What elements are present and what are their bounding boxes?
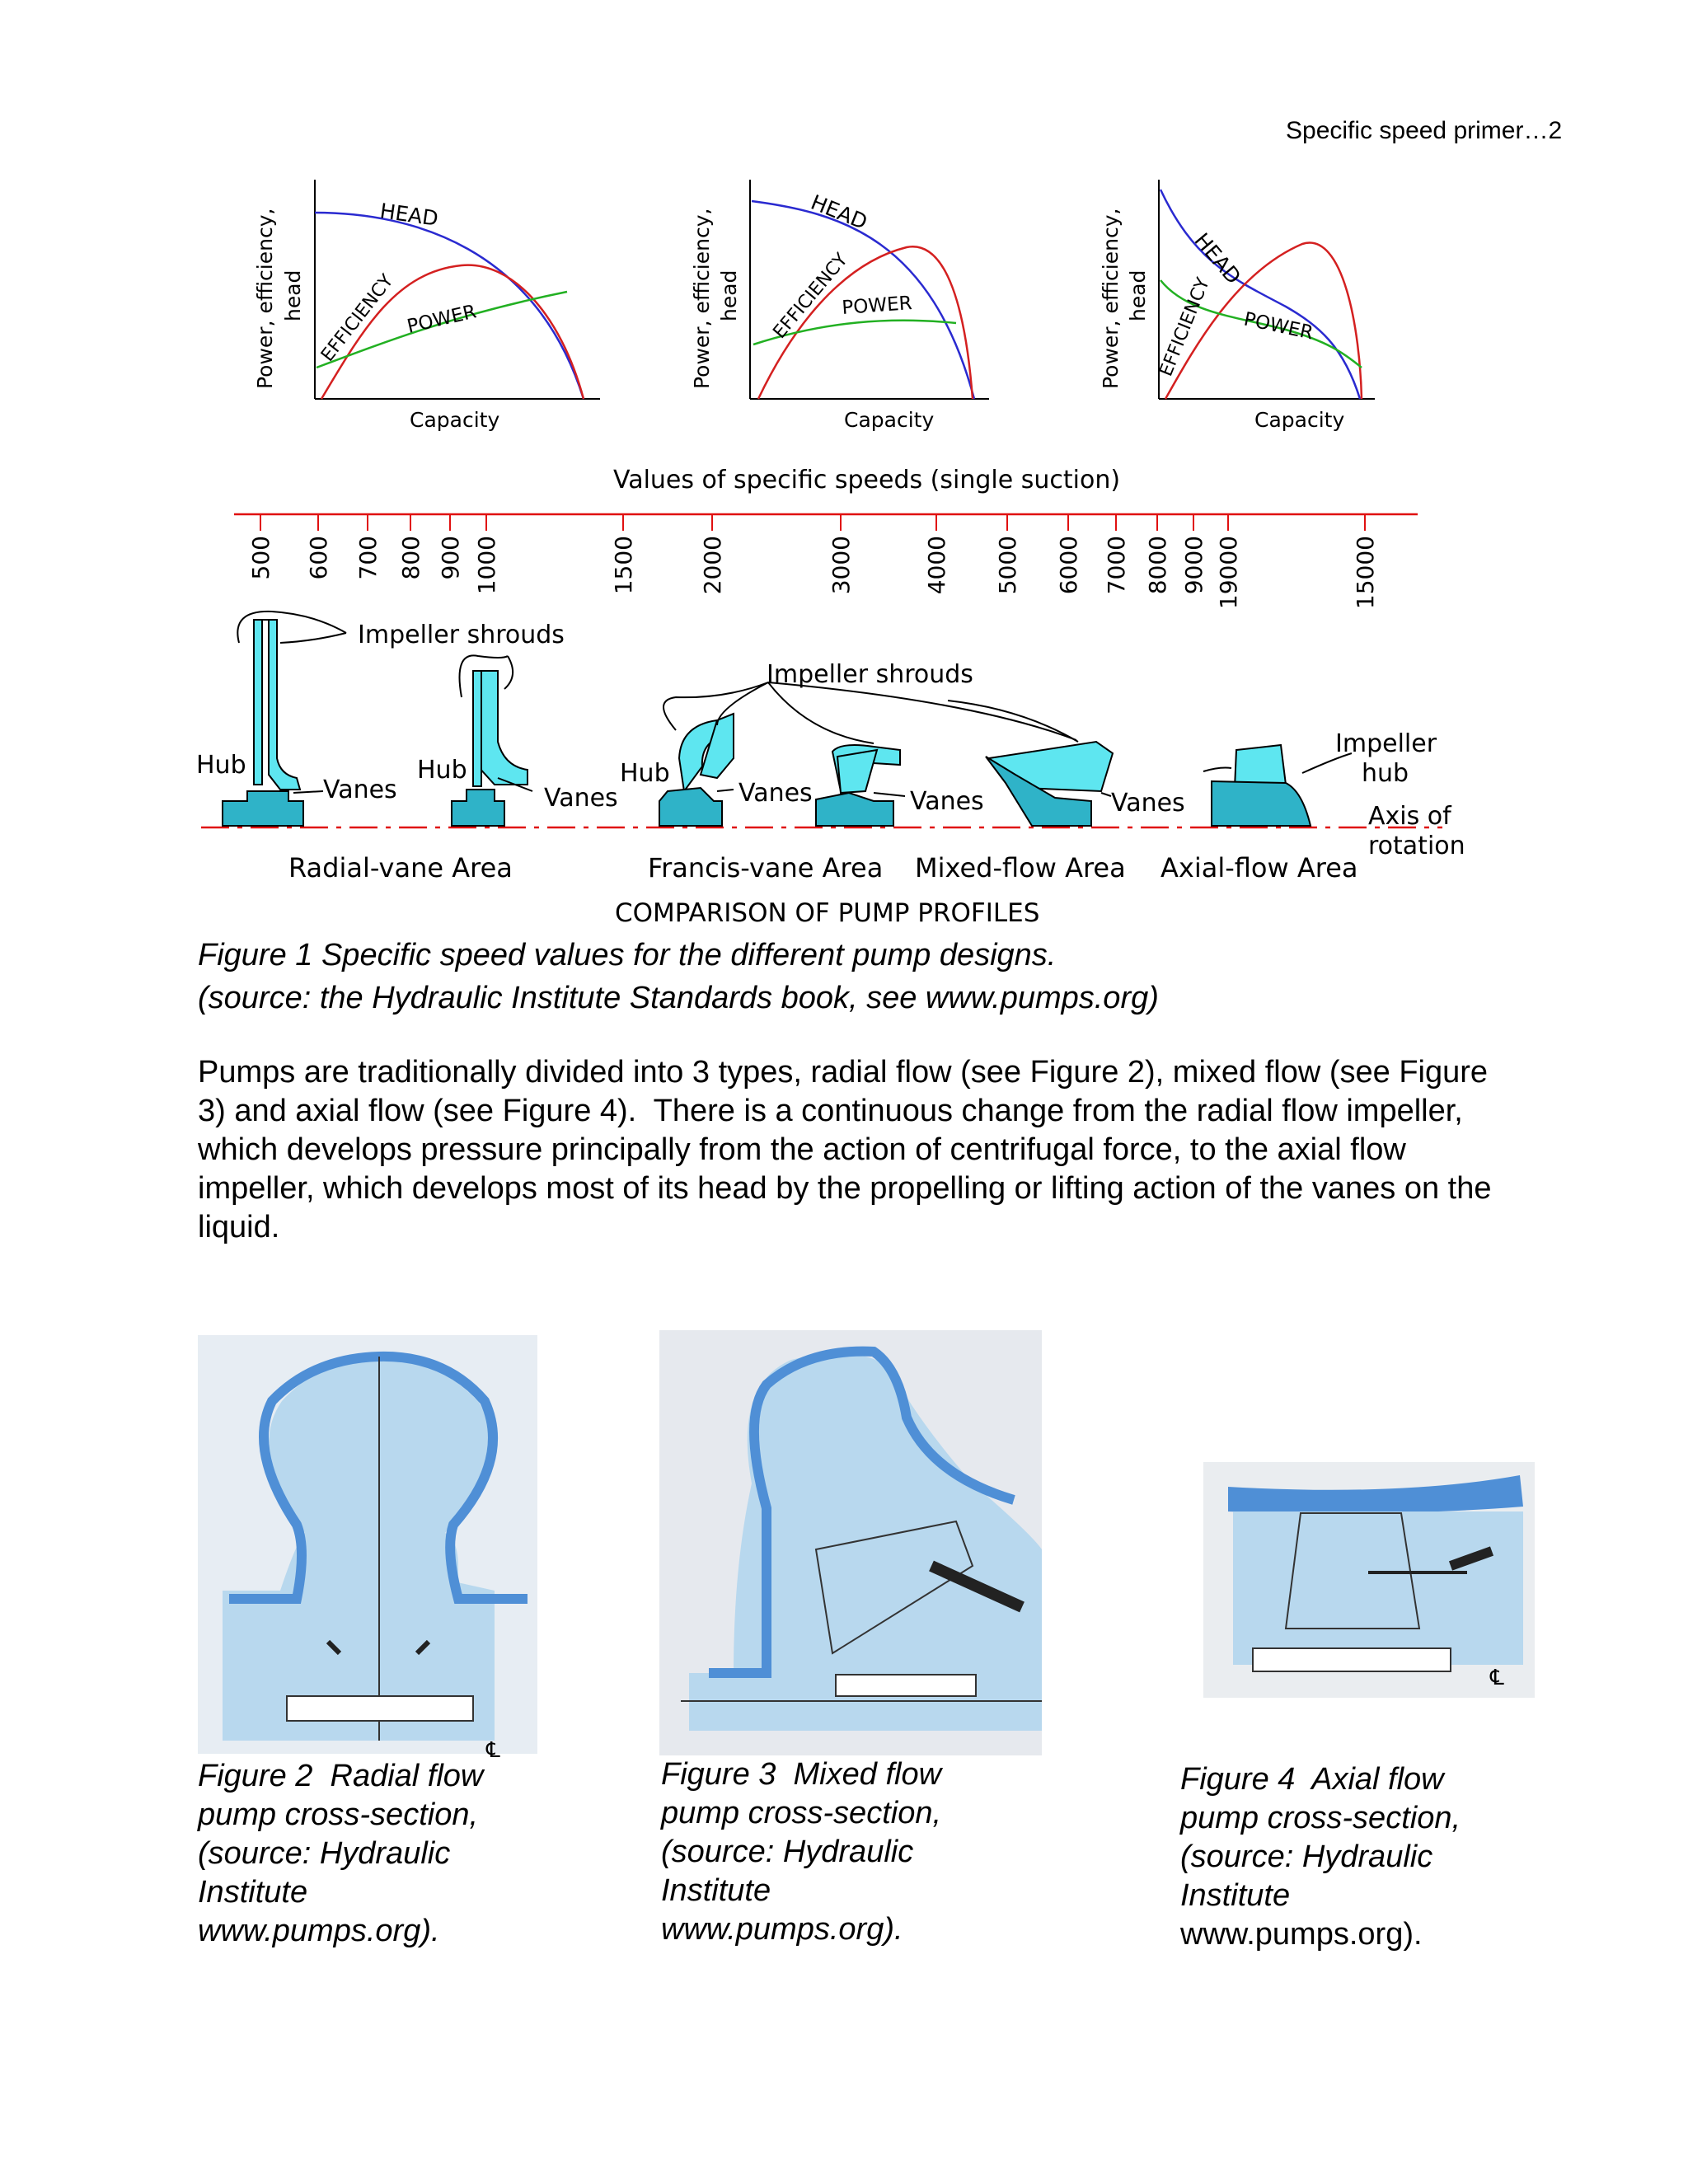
impeller-shrouds-label: Impeller shrouds [767,660,973,689]
running-title: Specific speed primer…2 [1286,117,1563,144]
scale-tick-label: 5000 [994,536,1021,595]
vanes-label: Vanes [323,776,397,804]
scale-tick-label: 7000 [1103,536,1130,595]
paragraph-line: liquid. [198,1210,280,1244]
power-label: POWER [1241,308,1315,344]
axis-label: Axis of [1368,802,1451,831]
scale-tick-label: 2000 [699,536,726,595]
head-label: HEAD [1189,228,1246,289]
head-label: HEAD [807,190,871,235]
performance-chart-1 [253,180,600,432]
scale-tick-label: 600 [305,536,332,580]
body-paragraph [198,1053,1582,1247]
x-axis-label: Capacity [410,408,500,432]
scale-tick-label: 19000 [1215,536,1242,610]
scale-tick-label: 9000 [1180,536,1207,595]
caption-line: pump cross-section, [1180,1801,1461,1835]
caption-line: www.pumps.org). [198,1914,440,1948]
figure-2-drawing [198,1335,537,1763]
axis-label-2: rotation [1368,832,1465,860]
performance-chart-2 [690,180,989,432]
area-label-axial: Axial-flow Area [1160,852,1358,883]
scale-tick-label: 500 [247,536,274,580]
figure-3-drawing [659,1330,1042,1755]
caption-line: Institute [198,1875,308,1910]
impeller-shrouds-label: Impeller shrouds [358,621,565,649]
impeller-hub-label-2: hub [1362,759,1409,788]
paragraph-line: which develops pressure principally from the action of centrifugal force, to the axial flow [198,1132,1406,1167]
francis-impeller-2 [816,745,900,826]
scale-tick-label: 900 [437,536,464,580]
scale-tick-label: 4000 [923,536,950,595]
performance-chart-3 [1099,180,1375,432]
axial-flow-impeller [1212,745,1311,826]
vanes-label: Vanes [910,787,984,816]
radial-impeller-1 [223,620,303,826]
scale-tick-label: 700 [354,536,382,580]
y-axis-label-2: head [717,269,741,321]
y-axis-label-2: head [1126,269,1150,321]
paragraph-line: Pumps are traditionally divided into 3 types, radial flow (see Figure 2), mixed flow (see Figure [198,1055,1489,1090]
area-label-francis: Francis-vane Area [648,852,884,883]
head-label: HEAD [378,199,440,231]
area-label-radial: Radial-vane Area [288,852,513,883]
caption-line: Figure 1 Specific speed values for the different pump designs. [198,938,1057,972]
caption-line: (source: Hydraulic [1180,1840,1433,1874]
figure-2-caption [198,1757,483,1951]
caption-line: pump cross-section, [661,1796,942,1830]
hub-label: Hub [417,756,467,785]
y-axis-label: Power, efficiency, [1099,208,1123,389]
scale-tick-label: 15000 [1352,536,1379,610]
scale-tick-label: 3000 [828,536,855,595]
efficiency-label: EFFICIENCY [769,250,852,343]
scale-tick-label: 1000 [473,536,500,595]
efficiency-label: EFFICIENCY [1156,274,1214,380]
scale-tick-label: 1500 [610,536,637,595]
hub-label: Hub [620,759,670,788]
caption-line: Figure 3 Mixed flow [661,1757,942,1792]
power-label: POWER [841,293,913,319]
vanes-label: Vanes [544,784,618,813]
scale-title: Values of specific speeds (single suction) [613,466,1121,494]
vanes-label: Vanes [1111,789,1185,818]
centerline-symbol: ℄ [486,1738,500,1763]
impeller-hub-label: Impeller [1335,729,1437,758]
efficiency-curve [321,265,584,399]
caption-line: Institute [661,1873,771,1908]
x-axis-label: Capacity [1254,408,1345,432]
caption-line: Figure 2 Radial flow [198,1759,484,1793]
vanes-label: Vanes [738,779,813,808]
figure-3-caption [661,1755,941,1949]
caption-line: www.pumps.org). [661,1912,903,1947]
paragraph-line: 3) and axial flow (see Figure 4). There is a continuous change from the radial flow impeller, [198,1094,1463,1128]
power-label: POWER [405,301,479,338]
figure-4-drawing [1203,1462,1535,1698]
scale-tick-label: 6000 [1055,536,1082,595]
caption-line: (source: the Hydraulic Institute Standards book, see www.pumps.org) [198,981,1159,1015]
caption-line: (source: Hydraulic [198,1836,451,1871]
y-axis-label: Power, efficiency, [690,208,714,389]
comparison-title: COMPARISON OF PUMP PROFILES [615,898,1040,928]
caption-line: Institute [1180,1878,1291,1913]
francis-impeller-1 [659,714,734,826]
efficiency-label: EFFICIENCY [317,270,398,366]
caption-line: (source: Hydraulic [661,1835,914,1869]
y-axis-label: Power, efficiency, [253,208,277,389]
scale-ticks [247,514,1379,609]
caption-line: pump cross-section, [198,1797,479,1832]
centerline-symbol: ℄ [1490,1666,1504,1690]
figure-1-caption [198,934,1159,1019]
y-axis-label-2: head [281,269,305,321]
hub-label: Hub [196,751,246,780]
caption-line: www.pumps.org). [1180,1917,1423,1952]
scale-tick-label: 800 [397,536,424,580]
caption-line: Figure 4 Axial flow [1180,1762,1444,1797]
mixed-flow-impeller [986,742,1113,826]
figure-4-caption [1180,1760,1461,1954]
scale-tick-label: 8000 [1144,536,1171,595]
area-label-mixed: Mixed-flow Area [915,852,1126,883]
radial-impeller-2 [452,671,528,826]
paragraph-line: impeller, which develops most of its head by the propelling or lifting action of the vanes on the [198,1171,1492,1206]
x-axis-label: Capacity [844,408,935,432]
